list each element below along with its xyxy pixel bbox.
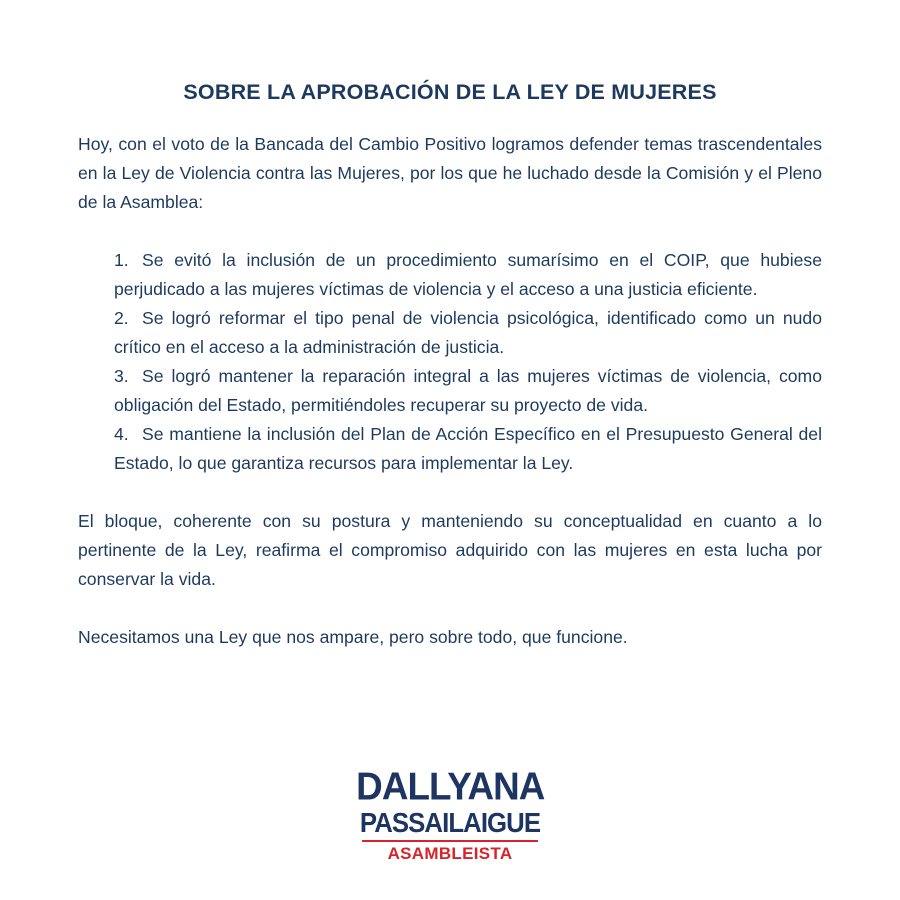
list-item-text: Se logró reformar el tipo penal de violencia psicológica, identificado como un nudo crítico en el acceso a la administración de justicia.	[114, 308, 822, 357]
list-item	[114, 362, 822, 420]
list-item-number: 4.	[114, 424, 129, 444]
final-statement: Necesitamos una Ley que nos ampare, pero sobre todo, que funcione.	[78, 627, 628, 647]
logo-divider	[362, 840, 538, 842]
list-item-text: Se logró mantener la reparación integral a las mujeres víctimas de violencia, como obligación del Estado, permitiéndoles recuperar su proyecto de vida.	[114, 366, 822, 415]
logo-last-name: PASSAILAIGUE	[359, 807, 541, 838]
document-body	[78, 130, 822, 652]
list-item-number: 3.	[114, 366, 129, 386]
list-item-number: 1.	[114, 250, 129, 270]
list-item-text: Se evitó la inclusión de un procedimiento sumarísimo en el COIP, que hubiese perjudicado a las mujeres víctimas de violencia y el acceso a una justicia eficiente.	[114, 250, 822, 299]
logo-role: ASAMBLEISTA	[387, 844, 513, 863]
intro-paragraph: Hoy, con el voto de la Bancada del Cambio Positivo logramos defender temas trascendentales en la Ley de Violencia contra las Mujeres, por los que he luchado desde la Comisión y el Pleno de la Asamblea:	[78, 134, 822, 212]
signature-logo	[0, 767, 900, 862]
logo-first-name: DALLYANA	[355, 765, 545, 809]
closing-paragraph: El bloque, coherente con su postura y manteniendo su conceptualidad en cuanto a lo pertinente de la Ley, reafirma el compromiso adquirido con las mujeres en esta lucha por conservar la vida.	[78, 511, 822, 589]
list-item	[114, 420, 822, 478]
list-item-text: Se mantiene la inclusión del Plan de Acción Específico en el Presupuesto General del Estado, lo que garantiza recursos para implementar la Ley.	[114, 424, 822, 473]
document-title: SOBRE LA APROBACIÓN DE LA LEY DE MUJERES	[183, 80, 717, 104]
achievements-list	[114, 246, 822, 478]
list-item-number: 2.	[114, 308, 129, 328]
list-item	[114, 304, 822, 362]
list-item	[114, 246, 822, 304]
